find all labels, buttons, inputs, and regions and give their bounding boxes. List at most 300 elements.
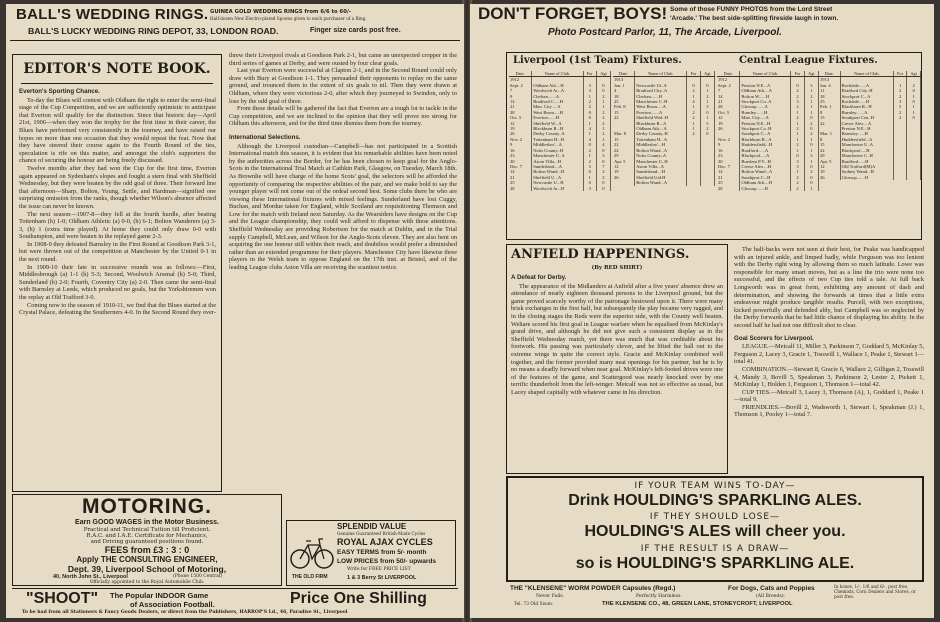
title-rule [21, 83, 213, 84]
fixture-score: 4 [687, 99, 700, 104]
fixture-score: 1 [791, 121, 804, 126]
editor-col2-text [229, 52, 457, 492]
fixture-score: 2 [791, 142, 804, 147]
column-header: Date. [613, 71, 635, 77]
fixture-club: Sheffield Wed..H [635, 115, 687, 120]
fixture-club: Bolton W......H [740, 94, 791, 99]
fixture-club: Everton.......H [532, 115, 583, 120]
fixtures-table-liverpool-b [613, 71, 715, 186]
banner-subtitle-2: Half-dozen New Electro-plated Spoons given to each purchaser of a Ring. [210, 16, 367, 21]
fixture-date: 16 [717, 148, 740, 153]
houldings-ad [506, 476, 924, 582]
fixture-score: 1 [804, 148, 818, 153]
fixture-date: 26 [819, 175, 840, 180]
fixture-score: 2 [596, 110, 610, 115]
fixture-date: 15 [819, 115, 840, 120]
fixture-club: Crewe Alex....H [740, 164, 791, 169]
fixture-club: Huddersfield...A [840, 137, 894, 142]
paragraph: The appearance of the Midlanders at Anfield after a five years' absence drew an attendance of nearly eighteen thousand persons to the Liverpool ground, but the game proved scarcely worthy of the patronage bestowed upon it. There were many brisk exchanges in the first half, but subsequently the play became very ragged, and in the closing stages the Reds were the superior side, with the County well beaten. Weltare scored his first goal in League warfare when he equalised from McKinlay's grand drive, and although he did not give such a consistent display as in the Sheffield Wednesday match, yet there was much that was creditable about his footwork. His passing was particularly clever, and he lifted the ball out to the extreme wings in quite the correct style. Gracie and McKinlay combined well together, and the former provided many neat openings for his partner, but he is by no means a deadly forward when near goal. McKinlay's left-footed drives were one of the features of the game, and Scattergood was nearly knocked over by one terrific thunderbolt from the left-winger. Metcalf was not so effective as usual, but Lacey shaped capitally with whatever came in his direction. [511, 282, 723, 396]
fixture-score: 2 [894, 88, 907, 93]
shoot-price: Price One Shilling [290, 590, 427, 607]
fixture-club: Old Trafford(M)A [840, 164, 894, 169]
motoring-affiliated: Officially appointed to the Royal Automobile Club. [89, 580, 205, 585]
editor-col1-text [19, 86, 216, 317]
houldings-headline: so is HOULDING'S SPARKLING ALE. [575, 555, 855, 572]
fixture-score: 0 [700, 83, 714, 88]
scorers-line: CUP TIES.—Metcalf 3, Lacey 3, Thomson (A), 1, Goddard 1, Peake 1—total 9. [734, 388, 924, 404]
fixture-score: 2 [791, 126, 804, 131]
fixture-club: Rochdale......H [840, 99, 894, 104]
fixture-date: Feb. 8 [613, 104, 635, 109]
fixtures-table [819, 71, 921, 180]
fixture-score: 2 [596, 175, 610, 180]
fixture-date: 12 [717, 115, 740, 120]
fixtures-table-central-a [717, 71, 819, 191]
fixture-score: 1 [700, 115, 714, 120]
fixture-date: 23 [509, 153, 532, 158]
fixture-date: 8 [819, 137, 840, 142]
fixture-date: Mar. 1 [819, 131, 840, 136]
fixture-date: Apr. 5 [819, 159, 840, 164]
fixture-score: 3 [804, 153, 818, 158]
fixture-club: Blackpool.....H [840, 148, 894, 153]
shoot-desc: of Association Football. [130, 600, 215, 609]
cycles-brand: THE OLD FIRM [292, 574, 328, 580]
fixture-date: 28 [509, 186, 532, 191]
fixture-score: 3 [791, 99, 804, 104]
shoot-ad [12, 588, 458, 618]
fixture-club: Preston N.E...A [740, 83, 791, 88]
motoring-title: MOTORING. [82, 495, 212, 518]
fixture-date: 26 [613, 175, 635, 180]
fixture-club: Aston Villa...A [635, 164, 687, 169]
fixture-date: Sept. 2 [717, 83, 740, 88]
column-header: Agt [596, 71, 610, 77]
fixture-score: 2 [596, 169, 610, 174]
editor-column [12, 54, 222, 492]
fixture-score: 0 [596, 148, 610, 153]
fixture-score: 2 [596, 94, 610, 99]
fixture-date: 1913 [819, 77, 840, 83]
banner-finger-card: Finger size cards post free. [310, 27, 401, 34]
fixture-date: Mar. 8 [613, 131, 635, 136]
fixture-score: 0 [804, 142, 818, 147]
fixture-club: Sunderland....H [635, 169, 687, 174]
fixture-club: Preston N.E...H [740, 121, 791, 126]
motoring-fees: FEES from £3 : 3 : 0 [104, 545, 190, 555]
fixture-date: 21 [509, 104, 532, 109]
fixture-date: 1912 [717, 77, 740, 83]
cycles-line: Write for FREE PRICE LIST [347, 567, 411, 572]
fixture-date: 9 [509, 142, 532, 147]
fixture-club: Manchester C..H [635, 99, 687, 104]
fixture-score: 1 [791, 131, 804, 136]
fixture-date: 7 [509, 88, 532, 93]
fixture-score: 3 [894, 99, 907, 104]
cycles-line: SPLENDID VALUE [337, 522, 407, 531]
bicycle-icon [290, 531, 334, 571]
paragraph: threw their Liverpool rivals at Goodison Park 2-1, but came an unexpected cropper in the third series of games at Derby, and were ousted by four clear goals. [229, 52, 457, 67]
fixture-date: Dec. 7 [509, 164, 532, 169]
section-heading: Goal Scorers for Liverpool. [734, 334, 814, 342]
fixture-club: West Brom.....A [635, 104, 687, 109]
fixture-club: Chelsea.......A [532, 94, 583, 99]
editor-title: EDITOR'S NOTE BOOK. [23, 61, 211, 77]
fixture-date: 26 [717, 126, 740, 131]
klensene-title: THE "KLENSENE" WORM POWDER Capsules (Regd.) [510, 585, 676, 592]
fixture-score: 2 [804, 121, 818, 126]
houldings-line: IF THEY SHOULD LOSE— [649, 512, 781, 522]
column-header: For [894, 71, 907, 77]
fixture-club: Man. City.....A [532, 104, 583, 109]
paragraph: The half-backs were not seen at their best, for Peake was handicapped with an injured ankle, and limped badly, while Ferguson was too lenient with the Derby right wing by allowing them so much latitude. Lowe was responsible for many smart moves, but as a line the trio were none too successful, and the effects of two Cup ties told a tale. At full back Longworth was in great form, exhibiting any amount of dash and determination, and showing the forwards at times that a little extra endeavour might produce tangible results. Purcell, with two exceptions, kicked powerfully and defended ably, but Campbell was so neglected by the Derby forwards that he had little chance of displaying his ability. In the second half he had not one difficult shot to clear. [734, 246, 924, 329]
fixture-date: 30 [509, 159, 532, 164]
fixture-club: Bradford City..A [635, 88, 687, 93]
shoot-title: "SHOOT" [26, 590, 99, 607]
fixture-club: Bradford......H [840, 159, 894, 164]
fixture-club: Manchester C..H [840, 153, 894, 158]
fixture-date: 19 [819, 169, 840, 174]
fixture-date: 23 [717, 153, 740, 158]
fixtures-table-central-b [819, 71, 921, 180]
fixture-date: 22 [613, 142, 635, 147]
cycles-address: 1 & 3 Berry St LIVERPOOL [347, 575, 417, 581]
fixture-club: Bradford City..H [840, 88, 894, 93]
fixture-score: 2 [687, 115, 700, 120]
fixture-score: 4 [596, 142, 610, 147]
banner-subtitle: GUINEA GOLD WEDDING RINGS from 6/6 to 60/- [210, 9, 352, 15]
fixture-club: Blackburn R...H [840, 104, 894, 109]
banner-title: BALL'S WEDDING RINGS. [16, 6, 209, 23]
klensene-boxes: In boxes, 1/-, 1/6 and 6/-, post free, Chemists, Corn Dealers and Stores, or post free. [834, 584, 916, 599]
fixture-score: 2 [596, 115, 610, 120]
fixture-score: 5 [700, 121, 714, 126]
fixture-club: Stockport C...A [840, 94, 894, 99]
fixture-score: 7 [596, 164, 610, 169]
fixture-date: Nov. 2 [717, 137, 740, 142]
fixture-score: 1 [907, 94, 921, 99]
fixture-score: 3 [583, 88, 596, 93]
fixture-club: Newcastle U...H [532, 180, 583, 185]
fixture-score: 0 [907, 115, 921, 120]
fixture-club: Derby County..A [532, 131, 583, 136]
fixture-club: Oldham Ath....A [740, 88, 791, 93]
paragraph: Twelve months after they had won the Cup for the first time, Everton again appeared on Sydenham's slopes and fought a stern final with Sheffield Wednesday, but they were beaten by the odd goal of three. Their forward line that afternoon—Sharp, Bolton, Young, Settle, and Hardman—signified one surprising omission from the ranks, though whether Wilson's absence affected the issue can never be known. [19, 164, 216, 210]
fixture-date: 29 [819, 153, 840, 158]
scorers-line: COMBINATION.—Stewart 8, Gracie 6, Wallace 2, Gilligan 2, Tosswill 4, Mandy 3, Bovill 5, Speakman 3, Parkinson 2, Lester 2, Pickett 1, McKinlay 1, Holden 1, Ferguson 1, Thomson 1—total 42. [734, 365, 924, 389]
column-header: For [687, 71, 700, 77]
paragraph: To-day the Blues will contest with Oldham the right to enter the semi-final stage of the Cup Competition, and we are sufficiently optimistic to anticipate that Everton will qualify for the distinction. Since that historic day—April 21st, 1906—when they won the trophy for the first time in their career, the Blues have performed very consistently in the tourney, and have raised our hopes on more than one occasion that they would repeat the feat. Now that they have steered their course again to the Fourth Round of the ties, speculation is rife on this matter, and amongst the club's supporters the chance of securing the honour are being freely discussed. [19, 96, 216, 165]
fixture-date [613, 180, 635, 185]
fixture-score: 1 [687, 104, 700, 109]
fixture-score: 0 [583, 110, 596, 115]
fixture-date: 30 [717, 159, 740, 164]
fixture-club: Burnley.......H [740, 110, 791, 115]
fixture-club: Crewe Alex....A [840, 121, 894, 126]
fixture-club: Manchester U..H [635, 159, 687, 164]
fixture-club: Bolton Wand...A [635, 148, 687, 153]
header-note: Some of those FUNNY PHOTOS from the Lord Street [670, 6, 833, 13]
fixture-date: 4 [613, 88, 635, 93]
klensene-note: Never Fails. [536, 594, 565, 599]
fixture-date: 7 [717, 88, 740, 93]
fixture-score: 0 [907, 88, 921, 93]
fixture-club: Glossop.......H [740, 186, 791, 191]
fixture-score: 0 [687, 83, 700, 88]
paragraph: In 1908-9 they defeated Barnsley in the First Round at Goodison Park 3-1, but were thrown out of the competition at Manchester by the United 0-1 in the next round. [19, 240, 216, 264]
fixture-score: 0 [804, 126, 818, 131]
fixture-club: Tottenham H...A [635, 137, 687, 142]
fixture-score: 2 [791, 88, 804, 93]
fixture-score: 2 [791, 186, 804, 191]
anfield-byline: (By RED SHIRT) [591, 265, 643, 271]
fixture-club: Preston N.E...H [840, 126, 894, 131]
motoring-line: and Driving guaranteed positions found. [90, 539, 204, 545]
fixture-date: Nov. 2 [509, 137, 532, 142]
fixture-date: 25 [717, 180, 740, 185]
klensene-tel: Tel. 73 Old Swan. [514, 602, 554, 607]
photo-header [474, 4, 930, 46]
fixture-score: 2 [583, 99, 596, 104]
fixture-club: Bolton Wand...H [532, 169, 583, 174]
fixture-score: 1 [894, 83, 907, 88]
fixture-date: 14 [509, 169, 532, 174]
fixture-date: 14 [717, 169, 740, 174]
fixture-score: 0 [583, 169, 596, 174]
fixture-score: 1 [583, 175, 596, 180]
paragraph: Coming now to the season of 1910-11, we find that the Blues started at the Crystal Palace, defeating the Southerners 4-0. In the Second Round they over- [19, 301, 216, 317]
fixture-date: 12 [509, 121, 532, 126]
fixture-score: 0 [700, 131, 714, 136]
column-header: Name of Club. [635, 71, 687, 77]
fixture-score: 2 [791, 115, 804, 120]
left-page [6, 4, 464, 618]
column-header: Name of Club. [840, 71, 894, 77]
fixture-score: 1 [804, 137, 818, 142]
shoot-desc: The Popular INDOOR Game [110, 591, 209, 600]
fixture-date: 21 [717, 99, 740, 104]
fixture-club: West Brom.....H [532, 110, 583, 115]
fixture-score: 0 [596, 88, 610, 93]
anfield-title: ANFIELD HAPPENINGS. [511, 247, 690, 262]
fixture-score: 2 [596, 131, 610, 136]
fixture-score: 2 [583, 148, 596, 153]
fixture-club: Sheffield Utd.H [635, 175, 687, 180]
fixture-date: 12 [613, 164, 635, 169]
fixture-score: 0 [907, 99, 921, 104]
fixture-score: 0 [583, 115, 596, 120]
fixture-score: 1 [687, 121, 700, 126]
fixture-date: 14 [509, 99, 532, 104]
motoring-line: Earn GOOD WAGES in the Motor Business. [75, 519, 219, 526]
fixture-score: 3 [700, 104, 714, 109]
fixture-score: 0 [804, 175, 818, 180]
fixture-score: 1 [907, 104, 921, 109]
fixture-date: Jan. 4 [819, 83, 840, 88]
fixture-club: Bradford C.....H [532, 99, 583, 104]
fixture-date: 29 [613, 153, 635, 158]
column-header: For [583, 71, 596, 77]
fixture-club: Rochdale......A [840, 83, 894, 88]
klensene-note: Perfectly Harmless. [636, 594, 682, 599]
fixture-score: 1 [907, 110, 921, 115]
fixture-score: 1 [791, 169, 804, 174]
fixture-club: Manchester U..A [840, 142, 894, 147]
header-title: DON'T FORGET, BOYS! [478, 4, 668, 23]
fixture-score [894, 175, 907, 180]
fixture-score: 1 [596, 104, 610, 109]
fixture-club: Glossop.......H [840, 175, 894, 180]
fixture-date: 26 [509, 131, 532, 136]
anfield-col2-text [734, 246, 924, 419]
fixture-club: Woolwich Ar...A [532, 88, 583, 93]
houldings-line: IF THE RESULT IS A DRAW— [640, 544, 790, 554]
fixture-club: Man. City.....A [740, 115, 791, 120]
fixtures-box [506, 52, 922, 240]
fixture-score: 1 [596, 126, 610, 131]
fixture-score: 0 [596, 186, 610, 191]
fixture-club: Blackpool.....A [740, 153, 791, 158]
fixture-club: Notts County..H [532, 148, 583, 153]
fixture-score: 2 [791, 94, 804, 99]
motoring-phone: (Phone 1500 Central) [173, 574, 223, 579]
column-header: Agt [907, 71, 921, 77]
fixture-club: Southport Cen..H [840, 115, 894, 120]
fixture-date: 18 [613, 94, 635, 99]
motoring-address: 40, North John St., Liverpool [53, 574, 128, 580]
fixture-score: 2 [583, 159, 596, 164]
fixture-score: 2 [804, 131, 818, 136]
houldings-line: IF YOUR TEAM WINS TO-DAY— [634, 481, 796, 491]
fixture-score: 3 [583, 83, 596, 88]
column-header: Date. [509, 71, 532, 77]
fixture-date: 22 [819, 148, 840, 153]
fixture-score: 2 [894, 94, 907, 99]
section-heading: Everton's Sporting Chance. [19, 88, 100, 95]
fixture-score: 1 [804, 110, 818, 115]
fixture-score: 2 [791, 180, 804, 185]
fixture-score: 0 [700, 110, 714, 115]
fixture-club: Blackburn R...H [532, 126, 583, 131]
fixture-date: 24 [613, 148, 635, 153]
fixture-club: Bradford......A [740, 148, 791, 153]
fixture-date: 19 [613, 169, 635, 174]
column-header: Date. [717, 71, 740, 77]
fixture-date: 8 [819, 110, 840, 115]
fixture-date: 15 [613, 110, 635, 115]
fixture-date: 15 [613, 137, 635, 142]
fixture-score: 2 [687, 110, 700, 115]
fixture-date: Feb. 1 [819, 104, 840, 109]
fixtures-title: Central League Fixtures. [739, 55, 878, 66]
header-parlor: Photo Postcard Parlor, 11, The Arcade, Liverpool. [548, 27, 782, 38]
fixture-score: 1 [791, 137, 804, 142]
fixture-score: 3 [791, 164, 804, 169]
fixture-score: 1 [583, 153, 596, 158]
fixture-score: 1 [804, 99, 818, 104]
fixture-score: 1 [687, 126, 700, 131]
fixture-score: 2 [700, 94, 714, 99]
fixture-club: Newcastle Ut..A [635, 83, 687, 88]
paragraph: From these details will be gathered the fact that Everton are a tough lot to tackle in the Cup competition, and we are inclined to the opinion that they will prove too strong for Oldham this afternoon, and for the third time dismiss them from the tourney. [229, 105, 457, 128]
fixture-date: Dec. 7 [717, 164, 740, 169]
fixture-date: 1912 [509, 77, 532, 83]
klensene-company: THE KLENSENE CO., 48, GREEN LANE, STONEYCROFT, LIVERPOOL [602, 601, 793, 607]
fixture-score: 0 [596, 159, 610, 164]
fixture-row [717, 186, 819, 191]
fixture-club: Bolton Wand...A [635, 180, 687, 185]
fixture-score: 2 [804, 169, 818, 174]
fixture-club: Burnley.......A [840, 110, 894, 115]
fixture-date: 28 [717, 104, 740, 109]
motoring-line: Practical and Technical Tuition till Proficient. [83, 527, 211, 533]
fixture-score: 0 [791, 83, 804, 88]
column-header: Name of Club. [740, 71, 791, 77]
motoring-school: Dept. 39, Liverpool School of Motoring, [67, 564, 227, 574]
fixture-date: 12 [819, 164, 840, 169]
fixture-club: Oldham Ath....H [740, 180, 791, 185]
fixture-club: Sunderland....A [532, 164, 583, 169]
fixture-score: 3 [583, 186, 596, 191]
fixture-club: Blackburn R...A [740, 137, 791, 142]
banner-depot: BALL'S LUCKY WEDDING RING DEPOT, 33, LONDON ROAD. [28, 26, 279, 36]
klensene-ad [506, 584, 924, 616]
fixture-score: 1 [791, 110, 804, 115]
shoot-footer: To be had from all Stationers & Fancy Goods Dealers, or direct from the Publishers, HARROP'S Ld., 46, Paradise St., Liverpool [22, 610, 348, 615]
fixture-date: 9 [509, 94, 532, 99]
fixture-score: 3 [583, 164, 596, 169]
fixture-club: Manchester U..A [532, 153, 583, 158]
fixture-score: 5 [894, 104, 907, 109]
fixture-score: 2 [791, 104, 804, 109]
fixture-score: 2 [687, 131, 700, 136]
fixture-score: 1 [596, 137, 610, 142]
fixture-score: 3 [596, 153, 610, 158]
fixture-score: 0 [596, 180, 610, 185]
fixture-score [907, 175, 921, 180]
fixture-date: 25 [819, 99, 840, 104]
klensene-note: (All Breeds). [756, 594, 786, 599]
fixture-club: Oldham Ath....A [635, 126, 687, 131]
cycles-line: LOW PRICES from 50/- upwards [337, 558, 436, 565]
fixture-date: 1913 [613, 77, 635, 83]
fixture-date: Oct. 5 [509, 115, 532, 120]
fixture-club: Southport C...A [740, 131, 791, 136]
fixture-score: 4 [583, 126, 596, 131]
fixture-date: 28 [509, 110, 532, 115]
fixture-date: Oct. 5 [717, 110, 740, 115]
paragraph: The next season—1907-8—they fell at the fourth hurdle, after beating Tottenham (h) 1-0; Oldham Athletic (a) 0-0, (h) 6-1; Bolton Wanderers (a) 3-3, (h) 1 (extra time played). At home they could only draw 0-0 with Southampton, and were beaten in the replayed game 2-3. [19, 210, 216, 241]
right-page [470, 4, 934, 618]
column-header: Name of Club. [532, 71, 583, 77]
fixture-club: Woolwich Ar...H [532, 186, 583, 191]
fixture-score: 1 [583, 131, 596, 136]
fixture-score [700, 180, 714, 185]
fixture-score: 3 [791, 159, 804, 164]
fixture-score: 1 [804, 104, 818, 109]
fixture-date: 21 [509, 175, 532, 180]
fixture-date: 25 [613, 99, 635, 104]
fixture-club: Huddersfield...H [740, 142, 791, 147]
section-heading: International Selections. [229, 133, 301, 141]
fixture-score: 4 [583, 137, 596, 142]
fixture-club: Southport C...H [740, 175, 791, 180]
fixture-club: Bolton Wand...A [740, 169, 791, 174]
fixture-score: 0 [804, 180, 818, 185]
fixture-score: 1 [583, 94, 596, 99]
fixture-club: Burslem P.V...H [740, 159, 791, 164]
header-note: 'Arcade.' The best side-splitting fireside laugh in town. [670, 15, 839, 22]
